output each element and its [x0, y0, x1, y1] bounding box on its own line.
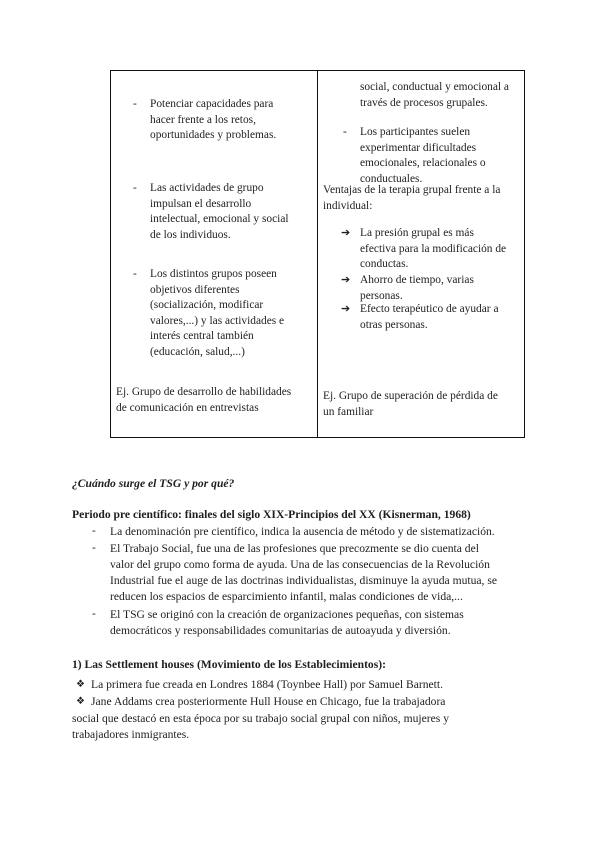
arrow-icon: ➔	[341, 227, 351, 239]
right-example	[323, 389, 498, 420]
arrow-icon: ➔	[341, 274, 351, 286]
text-line: hacer frente a los retos,	[150, 113, 256, 126]
text-line: interés central también	[150, 330, 254, 343]
text-line: Ej. Grupo de superación de pérdida de	[323, 390, 498, 402]
bullet-dash: -	[133, 98, 137, 110]
text-line: través de procesos grupales.	[360, 96, 488, 109]
advantage-1	[360, 226, 506, 273]
text-line: conductuales.	[360, 172, 423, 185]
text-line: otras personas.	[360, 318, 428, 331]
right-continued-text	[360, 80, 509, 111]
text-line: El Trabajo Social, fue una de las profesiones que precozmente se dio cuenta del	[110, 542, 479, 555]
settlement-item-1: La primera fue creada en Londres 1884 (Toynbee Hall) por Samuel Barnett.	[91, 678, 444, 691]
text-line: conductas.	[360, 258, 409, 271]
bullet-dash: -	[133, 182, 137, 194]
text-line: democráticos y responsabilidades comunitarias de autoayuda y diversión.	[110, 624, 451, 637]
period-bullet-2	[110, 541, 497, 605]
text-line: personas.	[360, 289, 403, 302]
bullet-dash: -	[92, 608, 96, 620]
content-table	[110, 70, 525, 438]
text-line: Industrial fue el auge de las doctrinas individualistas, disminuye la ayuda mutua, se	[110, 574, 498, 587]
text-line: Los distintos grupos poseen	[150, 268, 277, 280]
settlement-item-2: Jane Addams crea posteriormente Hull House en Chicago, fue la trabajadora	[91, 695, 446, 708]
advantage-3	[360, 302, 499, 333]
diamond-bullet-icon: ❖	[76, 696, 85, 707]
right-bullet	[360, 125, 486, 187]
section-question: ¿Cuándo surge el TSG y por qué?	[72, 477, 235, 490]
left-bullet-1	[150, 97, 276, 144]
text-line: (educación, salud,...)	[150, 345, 245, 358]
advantages-title	[323, 183, 500, 214]
text-line: La presión grupal es más	[360, 227, 474, 239]
left-bullet-3	[150, 267, 284, 361]
text-line: intelectual, emocional y social	[150, 213, 289, 226]
text-line: objetivos diferentes	[150, 283, 240, 296]
settlement-title: 1) Las Settlement houses (Movimiento de los Establecimientos):	[72, 658, 386, 671]
text-line: experimentar dificultades	[360, 141, 477, 154]
text-line: de comunicación en entrevistas	[116, 401, 259, 414]
bullet-dash: -	[343, 126, 347, 138]
text-line: Los participantes suelen	[360, 126, 471, 138]
left-example	[116, 385, 291, 416]
text-line: valor del grupo como forma de ayuda. Una de las consecuencias de la Revolución	[110, 558, 490, 571]
text-line: social que destacó en esta época por su trabajo social grupal con niños, mujeres y	[72, 712, 449, 725]
text-line: Potenciar capacidades para	[150, 98, 274, 110]
text-line: valores,...) y las actividades e	[150, 314, 285, 327]
text-line: Efecto terapéutico de ayudar a	[360, 303, 499, 315]
diamond-bullet-icon: ❖	[76, 679, 85, 690]
bullet-dash: -	[92, 525, 96, 537]
text-line: oportunidades y problemas.	[150, 129, 277, 142]
text-line: reducen los espacios de esparcimiento infantil, malas condiciones de vida,...	[110, 590, 463, 603]
text-line: individual:	[323, 199, 373, 212]
table-column-divider	[317, 71, 318, 437]
period-bullet-3	[110, 607, 464, 639]
text-line: efectiva para la modificación de	[360, 242, 507, 255]
period-bullet-1	[110, 524, 495, 540]
bullet-dash: -	[133, 268, 137, 280]
left-bullet-2	[150, 181, 289, 243]
text-line: social, conductual y emocional a	[360, 81, 509, 93]
advantage-2	[360, 273, 474, 304]
text-line: emocionales, relacionales o	[360, 157, 486, 170]
text-line: Ventajas de la terapia grupal frente a la	[323, 184, 501, 196]
text-line: impulsan el desarrollo	[150, 197, 252, 210]
bullet-dash: -	[92, 542, 96, 554]
text-line: Las actividades de grupo	[150, 182, 264, 194]
text-line: La denominación pre científico, indica la ausencia de método y de sistematización.	[110, 525, 495, 538]
settlement-continuation	[72, 711, 449, 743]
text-line: un familiar	[323, 405, 374, 418]
text-line: Ej. Grupo de desarrollo de habilidades	[116, 386, 292, 398]
text-line: trabajadores inmigrantes.	[72, 728, 190, 741]
text-line: Ahorro de tiempo, varias	[360, 274, 474, 286]
arrow-icon: ➔	[341, 303, 351, 315]
text-line: de los individuos.	[150, 228, 231, 241]
text-line: El TSG se originó con la creación de organizaciones pequeñas, con sistemas	[110, 608, 464, 621]
text-line: (socialización, modificar	[150, 299, 264, 312]
period-title: Periodo pre científico: finales del siglo XIX-Principios del XX (Kisnerman, 1968)	[72, 508, 471, 521]
